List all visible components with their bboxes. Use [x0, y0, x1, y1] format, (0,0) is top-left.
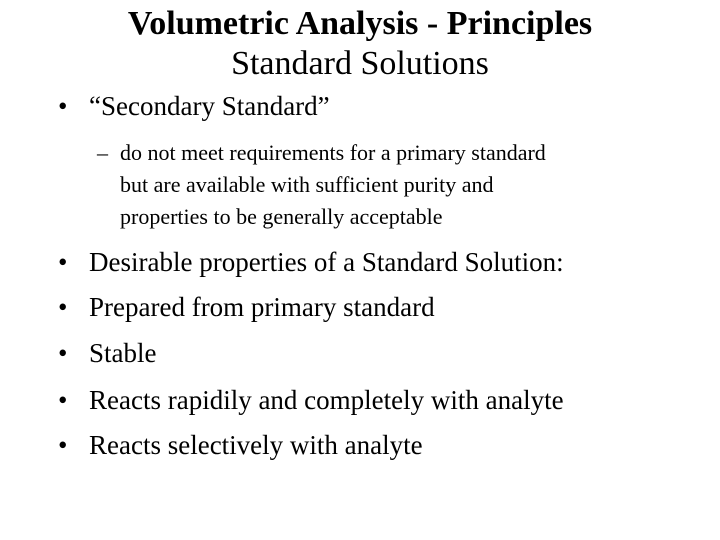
- sub-bullet-line: properties to be generally acceptable: [120, 204, 443, 229]
- sub-bullet-line: do not meet requirements for a primary standard: [120, 140, 546, 165]
- bullet-icon: •: [58, 247, 68, 277]
- bullet-text: Desirable properties of a Standard Solution:: [89, 247, 564, 277]
- bullet-icon: •: [58, 91, 68, 121]
- bullet-text: Reacts rapidily and completely with analyte: [89, 385, 564, 415]
- sub-bullet-line: but are available with sufficient purity and: [120, 172, 494, 197]
- bullet-text: Reacts selectively with analyte: [89, 430, 423, 460]
- bullet-text: Prepared from primary standard: [89, 292, 435, 322]
- slide-title: Volumetric Analysis - Principles: [127, 5, 593, 42]
- slide-subtitle: Standard Solutions: [231, 45, 489, 82]
- bullet-icon: •: [58, 292, 68, 322]
- bullet-icon: •: [58, 430, 68, 460]
- sub-bullet-text: [120, 138, 680, 168]
- bullet-text: Stable: [89, 338, 157, 368]
- dash-icon: –: [97, 140, 108, 165]
- bullet-text: “Secondary Standard”: [89, 91, 330, 121]
- sub-bullet-text-cont2: [120, 202, 680, 232]
- sub-bullet-text-cont: [120, 170, 680, 200]
- title-block: [0, 4, 720, 84]
- bullet-icon: •: [58, 385, 68, 415]
- bullet-icon: •: [58, 338, 68, 368]
